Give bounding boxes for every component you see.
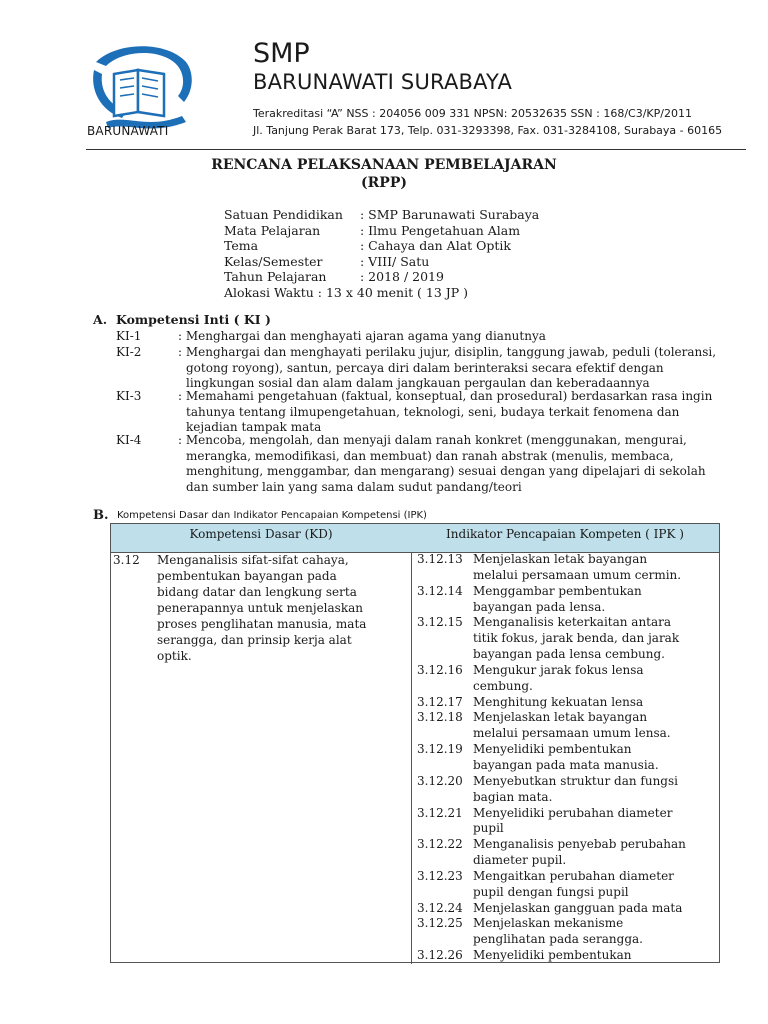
ipk-number: 3.12.23 xyxy=(417,868,463,883)
kd-line: bidang datar dan lengkung serta xyxy=(157,585,357,599)
ipk-number: 3.12.18 xyxy=(417,710,463,725)
ki-code: KI-2 xyxy=(116,345,142,359)
ki-line: : Menghargai dan menghayati perilaku jujur, disiplin, tanggung jawab, peduli (toleransi, xyxy=(178,345,717,359)
ipk-number: 3.12.16 xyxy=(417,662,463,677)
ipk-item xyxy=(417,806,717,838)
ki-line: dan sumber lain yang sama dalam sudut pandang/teori xyxy=(186,480,522,495)
ipk-line: cembung. xyxy=(473,678,533,693)
header-divider xyxy=(86,149,746,150)
kd-line: optik. xyxy=(157,649,192,663)
ipk-number: 3.12.17 xyxy=(417,694,463,709)
ki-text xyxy=(178,329,768,345)
ipk-item xyxy=(417,663,717,695)
ki-line: tahunya tentang ilmupengetahuan, teknologi, seni, budaya terkait fenomena dan xyxy=(186,404,680,419)
identity-label: Tema xyxy=(224,238,259,253)
ki-line: lingkungan sosial dan alam dalam jangkauan pergaulan dan keberadaannya xyxy=(186,376,650,391)
ipk-number: 3.12.25 xyxy=(417,916,463,931)
ipk-item xyxy=(417,742,717,774)
ki-code: KI-3 xyxy=(116,389,142,403)
ipk-item xyxy=(417,710,717,742)
kd-description xyxy=(157,552,407,664)
ipk-item xyxy=(417,615,717,663)
kd-line: serangga, dan prinsip kerja alat xyxy=(157,633,352,647)
identity-value: : Cahaya dan Alat Optik xyxy=(360,238,511,253)
ipk-item xyxy=(417,837,717,869)
ipk-number: 3.12.26 xyxy=(417,948,463,963)
ipk-list xyxy=(417,552,717,964)
ipk-line: Menganalisis keterkaitan antara xyxy=(473,615,672,630)
ipk-line: bagian mata. xyxy=(473,789,553,804)
ki-line: : Menghargai dan menghayati ajaran agama yang dianutnya xyxy=(178,329,546,343)
ipk-line: Menjelaskan gangguan pada mata xyxy=(473,900,683,915)
kd-line: proses penglihatan manusia, mata xyxy=(157,617,367,631)
ipk-number: 3.12.21 xyxy=(417,805,463,820)
identity-row xyxy=(224,269,539,285)
ipk-number: 3.12.24 xyxy=(417,900,463,915)
ipk-number: 3.12.13 xyxy=(417,552,463,566)
ipk-line: Menyelidiki pembentukan xyxy=(473,948,632,963)
ipk-line: Menganalisis penyebab perubahan xyxy=(473,837,686,852)
logo-label: BARUNAWATI xyxy=(87,124,169,138)
ipk-number: 3.12.20 xyxy=(417,773,463,788)
ipk-item xyxy=(417,916,717,948)
section-a-title: Kompetensi Inti ( KI ) xyxy=(116,312,271,327)
ipk-line: bayangan pada lensa. xyxy=(473,599,606,614)
letterhead xyxy=(0,0,768,150)
ki-text xyxy=(178,433,768,496)
ipk-line: bayangan pada mata manusia. xyxy=(473,757,659,772)
ki-text xyxy=(178,345,768,392)
identity-label: Kelas/Semester xyxy=(224,253,323,269)
ipk-item xyxy=(417,869,717,901)
ipk-line: Menyelidiki pembentukan xyxy=(473,742,632,757)
ki-line: kejadian tampak mata xyxy=(186,420,322,435)
section-a-heading xyxy=(93,312,271,327)
ipk-item xyxy=(417,774,717,806)
identity-row xyxy=(224,223,539,239)
ipk-item xyxy=(417,695,717,711)
ipk-line: Mengukur jarak fokus lensa xyxy=(473,662,644,677)
section-b-title: Kompetensi Dasar dan Indikator Pencapaian Kompetensi (IPK) xyxy=(117,510,427,521)
ipk-line: Menyelidiki perubahan diameter xyxy=(473,805,673,820)
ipk-line: pupil dengan fungsi pupil xyxy=(473,884,629,899)
school-name: BARUNAWATI SURABAYA xyxy=(253,70,513,94)
identity-value: : VIII/ Satu xyxy=(360,253,430,269)
ipk-item xyxy=(417,901,717,917)
table-header-ipk: Indikator Pencapaian Kompeten ( IPK ) xyxy=(411,524,719,553)
kd-line: pembentukan bayangan pada xyxy=(157,569,337,583)
ipk-line: Menjelaskan letak bayangan xyxy=(473,552,648,566)
alokasi-waktu: Alokasi Waktu : 13 x 40 menit ( 13 JP ) xyxy=(224,284,469,300)
ipk-number: 3.12.19 xyxy=(417,742,463,757)
ki-line: merangka, memodifikasi, dan membuat) dan ranah abstrak (menulis, membaca, xyxy=(186,448,674,463)
identity-label: Tahun Pelajaran xyxy=(224,269,327,284)
document-title: RENCANA PELAKSANAAN PEMBELAJARAN xyxy=(211,157,557,173)
ipk-line: melalui persamaan umum cermin. xyxy=(473,567,682,582)
identity-block xyxy=(224,207,539,300)
ki-code: KI-1 xyxy=(116,329,142,343)
section-b-letter: B. xyxy=(93,508,109,523)
ipk-line: titik fokus, jarak benda, dan jarak xyxy=(473,631,680,646)
ipk-line: melalui persamaan umum lensa. xyxy=(473,726,671,741)
identity-label: Mata Pelajaran xyxy=(224,222,321,238)
identity-row xyxy=(224,238,539,254)
kd-ipk-table xyxy=(110,523,720,963)
identity-row xyxy=(224,207,539,223)
table-header-kd: Kompetensi Dasar (KD) xyxy=(111,524,412,553)
ipk-line: Menggambar pembentukan xyxy=(473,583,642,598)
school-type: SMP xyxy=(253,38,310,69)
ki-line: menghitung, menggambar, dan mengarang) sesuai dengan yang dipelajari di sekolah xyxy=(186,464,706,479)
ki-line: gotong royong), santun, percaya diri dalam berinteraksi secara efektif dengan xyxy=(186,360,664,375)
ipk-line: Mengaitkan perubahan diameter xyxy=(473,868,674,883)
column-divider xyxy=(411,552,412,964)
ipk-line: penglihatan pada serangga. xyxy=(473,932,643,947)
section-a-letter: A. xyxy=(93,312,108,327)
ipk-number: 3.12.15 xyxy=(417,615,463,630)
kd-line: penerapannya untuk menjelaskan xyxy=(157,601,363,615)
ipk-item xyxy=(417,584,717,616)
ki-line: : Memahami pengetahuan (faktual, konseptual, dan prosedural) berdasarkan rasa ingin xyxy=(178,389,713,403)
ki-line: : Mencoba, mengolah, dan menyaji dalam ranah konkret (menggunakan, mengurai, xyxy=(178,433,687,447)
ipk-line: pupil xyxy=(473,821,504,836)
ki-code: KI-4 xyxy=(116,433,142,447)
ipk-item xyxy=(417,552,717,584)
ipk-line: Menjelaskan mekanisme xyxy=(473,916,624,931)
kd-line: Menganalisis sifat-sifat cahaya, xyxy=(157,553,349,567)
identity-value: : Ilmu Pengetahuan Alam xyxy=(360,222,521,238)
identity-value: : 2018 / 2019 xyxy=(360,269,444,284)
accreditation-line: Terakreditasi “A” NSS : 204056 009 331 NPSN: 20532635 SSN : 168/C3/KP/2011 xyxy=(253,107,692,120)
barunawati-logo xyxy=(86,40,196,136)
ipk-item xyxy=(417,948,717,964)
address-line: Jl. Tanjung Perak Barat 173, Telp. 031-3293398, Fax. 031-3284108, Surabaya - 60165 xyxy=(253,124,723,137)
ipk-line: Menjelaskan letak bayangan xyxy=(473,710,648,725)
ipk-number: 3.12.14 xyxy=(417,583,463,598)
kd-number: 3.12 xyxy=(113,553,140,567)
ki-text xyxy=(178,389,768,436)
ipk-line: Menghitung kekuatan lensa xyxy=(473,694,644,709)
identity-row xyxy=(224,254,539,270)
ipk-line: Menyebutkan struktur dan fungsi xyxy=(473,773,678,788)
identity-label: Satuan Pendidikan xyxy=(224,207,343,222)
ipk-number: 3.12.22 xyxy=(417,837,463,852)
document-subtitle: (RPP) xyxy=(361,175,407,191)
ipk-line: diameter pupil. xyxy=(473,853,567,868)
ipk-line: bayangan pada lensa cembung. xyxy=(473,647,665,662)
identity-value: : SMP Barunawati Surabaya xyxy=(360,207,540,222)
